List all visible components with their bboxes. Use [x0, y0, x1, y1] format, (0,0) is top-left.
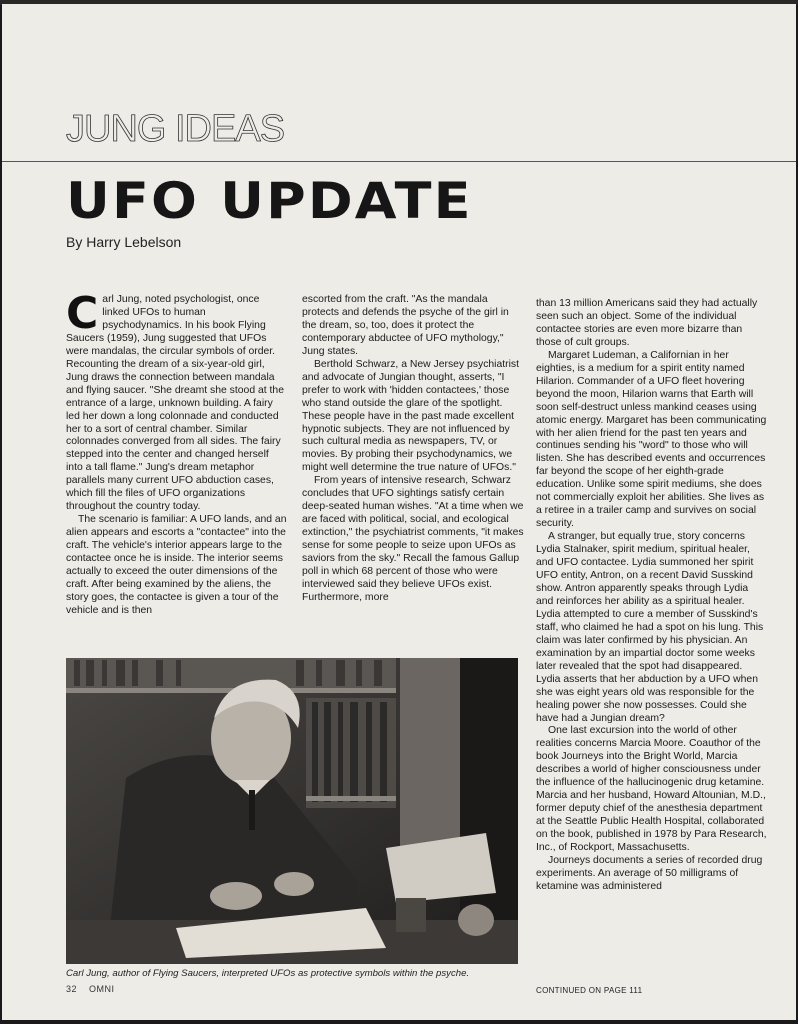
article-column-1 [66, 288, 288, 618]
photo-caption: Carl Jung, author of Flying Saucers, interpreted UFOs as protective symbols within the psyche. [66, 968, 470, 979]
paragraph: The scenario is familiar: A UFO lands, and an alien appears and escorts a "contactee" into the craft. The vehicle's interior appears large to the contactee once he is inside. The interior seems actually to exceed the outer dimensions of the craft. After being examined by the aliens, the story goes, the contactee is given a tour of the vehicle and is then [66, 514, 287, 616]
headline: UFO UPDATE [66, 172, 473, 230]
page-number: 32 [66, 984, 78, 994]
paragraph: Margaret Ludeman, a Californian in her eighties, is a medium for a spirit entity named Hilarion. Commander of a UFO fleet hovering beyond the moon, Hilarion warns that Earth will soon self-destruct unless mankind ceases using atomic energy. Margaret has been communicating with her alien friend for the past ten years and continues sending his "word" to those who will listen. She has described events and occurrences far beyond the scope of her eighth-grade education. Unlike some spirit mediums, she does not commercially exploit her abilities. She lives as a retiree in a trailer camp and survives on social security. [536, 349, 767, 530]
byline: By Harry Lebelson [66, 234, 182, 250]
paragraph: From years of intensive research, Schwarz concludes that UFO sightings satisfy certain deep-seated human wishes. "At a time when we are faced with political, social, and ecological extinction," the psychiatrist comments, "it makes sense for some people to seize upon UFOs as saviors from the sky." Recall the famous Gallup poll in which 68 percent of those who were interviewed said they believe UFOs exist. Furthermore, more [302, 475, 524, 603]
magazine-page [2, 4, 796, 1020]
paragraph: Carl Jung, noted psychologist, once linked UFOs to human psychodynamics. In his book Flying Saucers (1959), Jung suggested that UFOs were mandalas, the circular symbols of order. Recounting the dream of a six-year-old girl, Jung draws the connection between mandala and flying saucer. "She dreamt she stood at the entrance of a large, unknown building. A fairy led her down a long colonnade and conducted her to a sort of central chamber. Similar colonnades converged from all sides. The fairy stepped into the center and changed herself into a tall flame." Jung's dream metaphor parallels many current UFO abduction cases, which fill the files of UFO organizations throughout the country today. [66, 288, 284, 513]
jung-photograph [66, 658, 518, 964]
paragraph: Journeys documents a series of recorded drug experiments. An average of 50 milligrams of ketamine was administered [536, 854, 763, 892]
header-rule [2, 161, 796, 162]
continued-note: CONTINUED ON PAGE 111 [536, 986, 643, 995]
section-title: JUNG IDEAS [66, 108, 285, 150]
magazine-name: OMNI [89, 984, 115, 994]
folio [66, 984, 127, 994]
paragraph: than 13 million Americans said they had actually seen such an object. Some of the individual contactee stories are even more bizarre than those of cult groups. [536, 298, 758, 348]
paragraph: A stranger, but equally true, story concerns Lydia Stalnaker, spirit medium, spiritual healer, and UFO contactee. Lydia summoned her spirit UFO entity, Antron, on a recent David Susskind show. Antron apparently speaks through Lydia and reinforces her ability as a spiritual healer. Lydia attempted to cure a member of Susskind's staff, who claimed he had a spot on his lung. This claim was later confirmed by his physician. An examination by an impartial doctor some weeks later revealed that the spot had disappeared. Lydia asserts that her abduction by a UFO when she was eight years old was responsible for the healing power she now possesses. Could she have had a Jungian dream? [536, 531, 764, 724]
paragraph: Berthold Schwarz, a New Jersey psychiatrist and advocate of Jungian thought, asserts, "I prefer to work with 'hidden contactees,' those who stand outside the glare of the spotlight. These people have in the past made excellent hypnotic subjects. They are not influenced by such cultural media as newspapers, TV, or movies. By probing their psychodynamics, we might well determine the true nature of UFOs." [302, 358, 520, 474]
article-column-2 [302, 294, 524, 605]
article-column-3 [536, 298, 768, 894]
drop-cap: C [66, 288, 99, 339]
paragraph: One last excursion into the world of other realities concerns Marcia Moore. Coauthor of the book Journeys into the Bright World, Marcia describes a world of higher consciousness under the influence of the hallucinogenic drug ketamine. Marcia and her husband, Howard Altounian, M.D., former deputy chief of the anesthesia department at the Seattle Public Health Hospital, collaborated on the book, published in 1978 by Para Research, Inc., of Rockport, Massachusetts. [536, 725, 767, 854]
paragraph: escorted from the craft. "As the mandala protects and defends the psyche of the girl in the dream, so, too, does it protect the contemporary abductee of UFO mythology," Jung states. [302, 294, 509, 357]
